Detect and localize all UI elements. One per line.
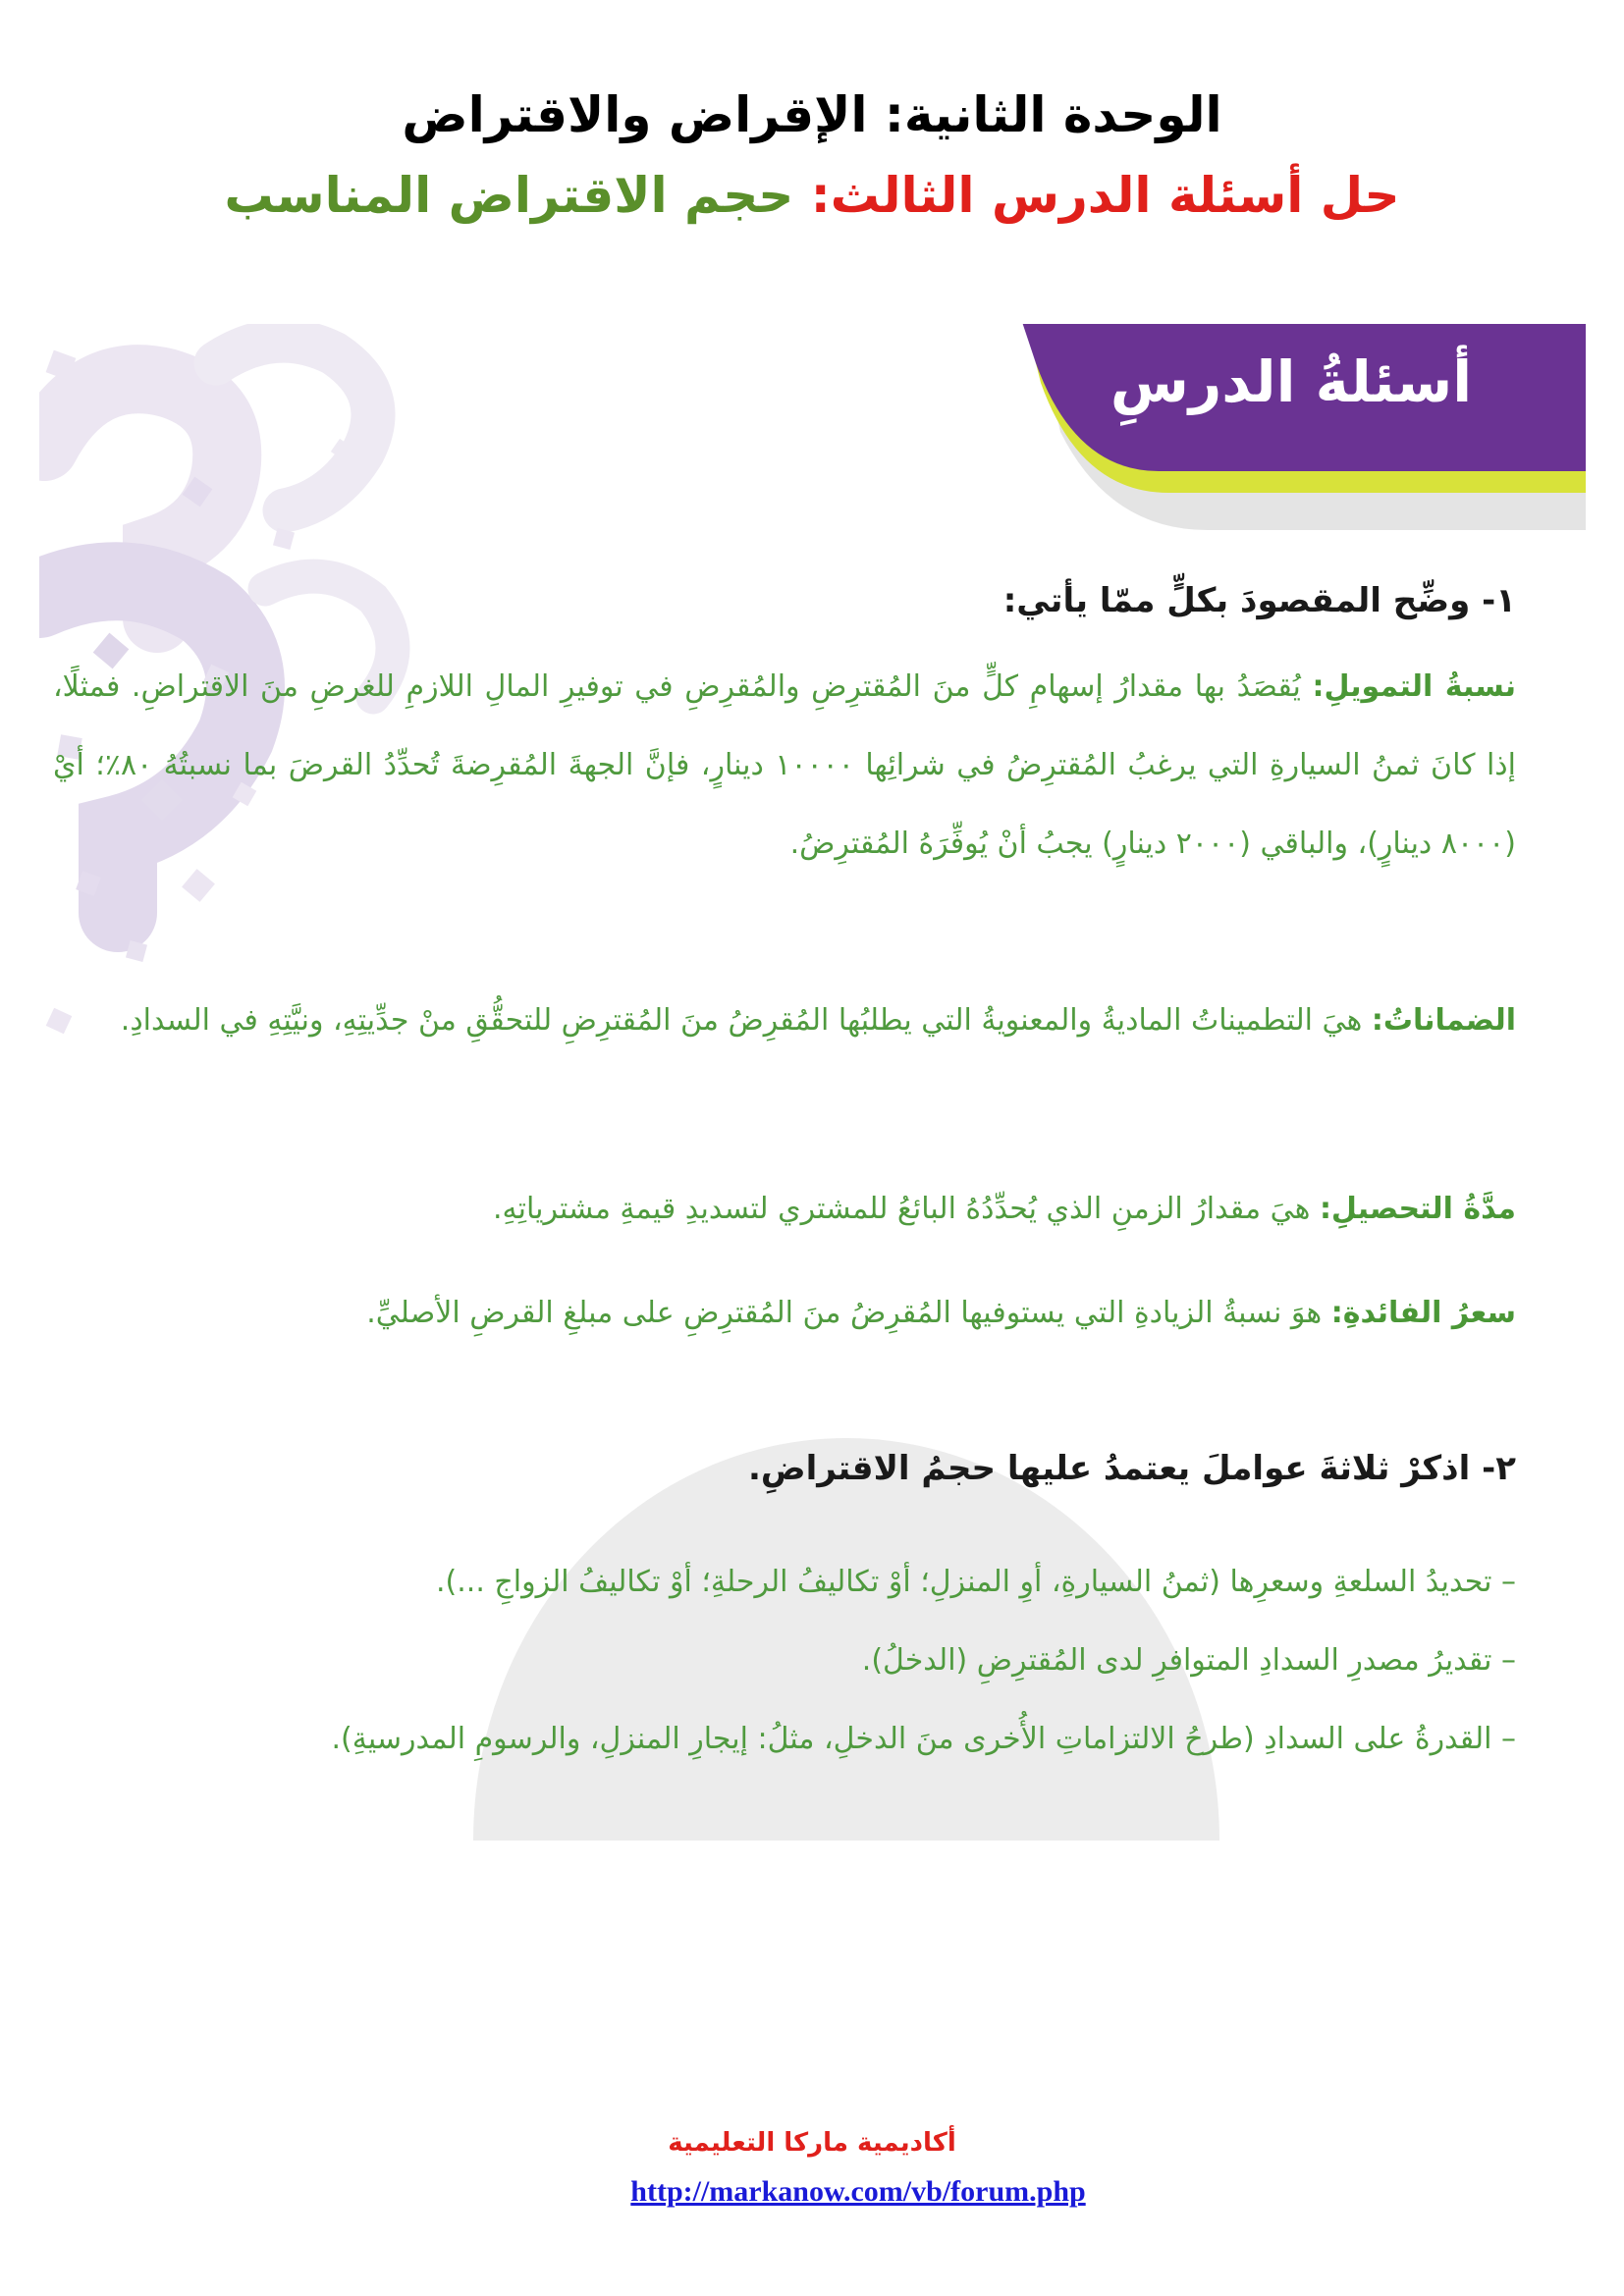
footer-forum-link[interactable]: http://markanow.com/vb/forum.php <box>630 2175 1086 2208</box>
definition-guarantees <box>53 982 1516 1060</box>
definition-text: يُقصَدُ بها مقدارُ إسهامِ كلٍّ منَ المُقترِضِ والمُقرِضِ في توفيرِ المالِ اللازمِ للغرضِ منَ الاقتراضِ. فمثلًا، إذا كانَ ثمنُ السيارةِ التي يرغبُ المُقترِضُ في شرائِها ١٠٠٠٠ دينارٍ، فإنَّ الجهةَ المُقرِضةَ تُحدِّدُ القرضَ بما نسبتُهُ ٨٠٪؛ أيْ (٨٠٠٠ دينارٍ)، والباقي (٢٠٠٠ دينارٍ) يجبُ أنْ يُوفِّرَهُ المُقترِضُ. <box>53 669 1516 861</box>
definition-term: سعرُ الفائدةِ: <box>1330 1296 1516 1330</box>
unit-title: الوحدة الثانية: الإقراض والاقتراض <box>402 86 1222 143</box>
list-item: – القدرةُ على السدادِ (طرحُ الالتزاماتِ الأُخرى منَ الدخلِ، مثلُ: إيجارِ المنزلِ، والرسومِ المدرسيةِ). <box>331 1722 1516 1756</box>
list-item: – تقديرُ مصدرِ السدادِ المتوافرِ لدى المُقترِضِ (الدخلُ). <box>861 1643 1516 1678</box>
definition-term: الضماناتُ: <box>1371 1003 1516 1038</box>
list-item: – تحديدُ السلعةِ وسعرِها (ثمنُ السيارةِ، أوِ المنزلِ؛ أوْ تكاليفُ الرحلةِ؛ أوْ تكاليفُ الزواجِ ...). <box>436 1565 1516 1599</box>
definition-financing-ratio <box>53 648 1516 883</box>
lesson-questions-banner: أسئلةُ الدرسِ <box>1110 348 1473 415</box>
definition-text: هيَ مقدارُ الزمنِ الذي يُحدِّدُهُ البائعُ للمشتري لتسديدِ قيمةِ مشترياتِهِ. <box>492 1192 1320 1226</box>
question-1-heading: ١- وضِّح المقصودَ بكلٍّ ممّا يأتي: <box>1002 581 1516 620</box>
definition-collection-period <box>53 1170 1516 1249</box>
definition-text: هيَ التطميناتُ الماديةُ والمعنويةُ التي يطلبُها المُقرِضُ منَ المُقترِضِ للتحقُّقِ منْ جدِّيتِهِ، ونيَّتِهِ في السدادِ. <box>120 1003 1372 1038</box>
definition-interest-rate <box>53 1274 1516 1353</box>
lesson-title <box>0 167 1624 224</box>
question-2-answers <box>43 1543 1516 1779</box>
definition-term: نسبةُ التمويلِ: <box>1312 669 1516 704</box>
definition-term: مدَّةُ التحصيلِ: <box>1319 1192 1516 1226</box>
question-2-heading: ٢- اذكرْ ثلاثةَ عواملَ يعتمدُ عليها حجمُ الاقتراضِ. <box>747 1449 1516 1488</box>
lesson-title-topic: حجم الاقتراض المناسب <box>224 167 794 224</box>
lesson-title-prefix: حل أسئلة الدرس الثالث: <box>810 167 1400 224</box>
definition-text: هوَ نسبةُ الزيادةِ التي يستوفيها المُقرِضُ منَ المُقترِضِ على مبلغِ القرضِ الأصليِّ. <box>366 1296 1331 1330</box>
footer-academy-name: أكاديمية ماركا التعليمية <box>668 2128 956 2158</box>
